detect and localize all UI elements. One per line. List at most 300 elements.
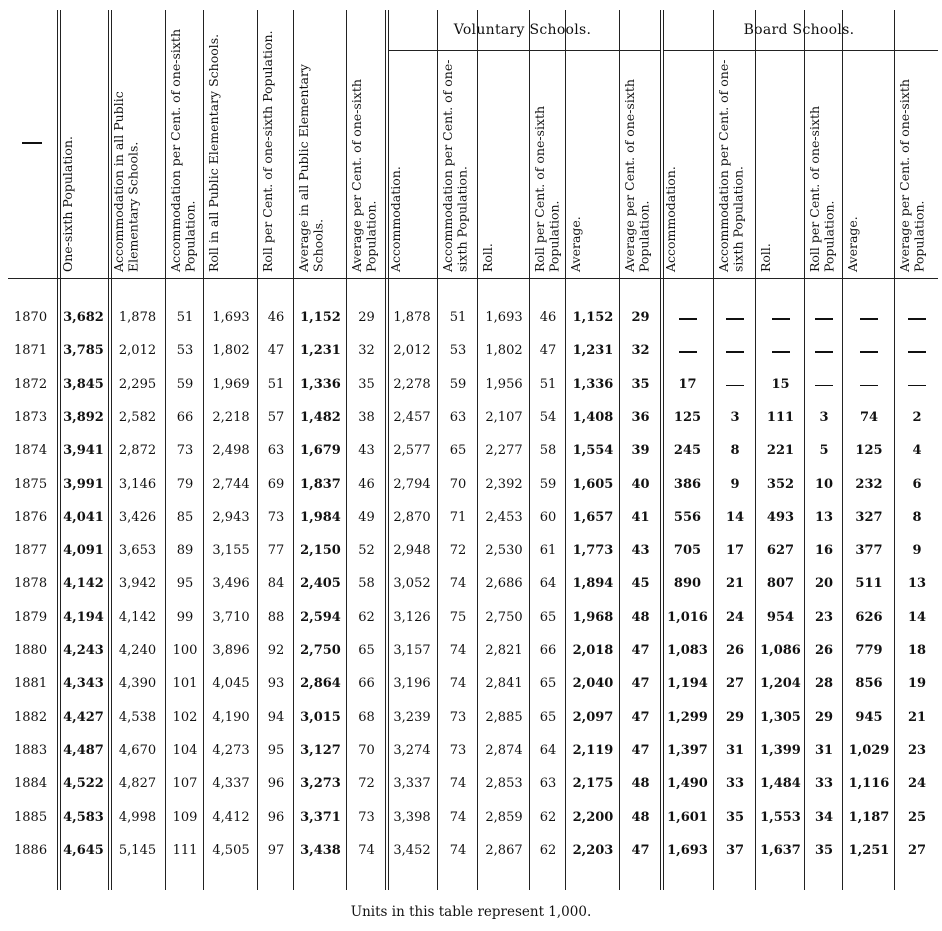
table-cell: 19 — [907, 676, 927, 692]
table-cell: 15 — [771, 376, 790, 392]
table-cell: 59 — [449, 376, 467, 392]
table-cell: 2,943 — [212, 509, 250, 525]
table-cell: 5 — [819, 443, 829, 459]
row-year: 1871 — [14, 343, 48, 359]
column-rule — [660, 10, 661, 890]
table-cell: 27 — [725, 676, 745, 692]
empty-cell-dash — [860, 351, 878, 353]
table-cell: 72 — [449, 543, 467, 559]
table-cell: 48 — [631, 609, 650, 625]
table-cell: 32 — [358, 343, 375, 359]
table-cell: 27 — [907, 842, 927, 858]
table-cell: 779 — [855, 643, 883, 658]
table-cell: 6 — [912, 476, 922, 492]
column-header-board-avg-pct: Average per Cent. of one-sixth Population. — [897, 79, 927, 272]
table-cell: 58 — [539, 443, 557, 459]
table-cell: 40 — [631, 476, 650, 492]
table-cell: 25 — [907, 809, 927, 825]
table-cell: 63 — [539, 776, 557, 792]
table-cell: 1,484 — [760, 776, 801, 792]
table-cell: 4,670 — [118, 742, 157, 758]
table-cell: 1,679 — [300, 443, 341, 459]
table-cell: 65 — [449, 443, 467, 459]
row-year: 1879 — [14, 609, 48, 625]
row-year: 1878 — [14, 576, 48, 592]
table-cell: 59 — [176, 376, 194, 392]
table-cell: 29 — [358, 310, 375, 325]
table-cell: 35 — [631, 376, 650, 392]
table-cell: 3,273 — [300, 776, 341, 792]
table-cell: 97 — [267, 842, 285, 858]
row-year: 1873 — [14, 409, 48, 425]
row-year: 1883 — [14, 742, 48, 758]
empty-cell-dash — [860, 318, 878, 320]
table-cell: 511 — [855, 576, 883, 592]
header-rule — [8, 278, 938, 279]
table-cell: 95 — [267, 742, 285, 758]
table-cell: 2,874 — [485, 742, 523, 758]
row-year: 1872 — [14, 376, 48, 392]
table-cell: 2,853 — [485, 776, 523, 792]
table-cell: 1,251 — [848, 842, 890, 858]
table-cell: 1,601 — [667, 809, 708, 825]
table-cell: 4,998 — [118, 809, 157, 825]
table-cell: 88 — [267, 609, 285, 625]
table-cell: 1,553 — [760, 809, 801, 825]
column-rule — [842, 10, 843, 890]
table-cell: 1,482 — [300, 409, 341, 425]
table-cell: 2,870 — [393, 509, 431, 525]
table-cell: 1,969 — [212, 376, 250, 392]
table-cell: 8 — [730, 443, 740, 459]
table-cell: 1,204 — [760, 676, 801, 692]
table-cell: 1,029 — [848, 742, 890, 758]
column-header-one-sixth: One-sixth Population. — [60, 136, 75, 272]
table-cell: 3,942 — [118, 576, 157, 592]
table-cell: 73 — [176, 443, 194, 459]
table-cell: 1,194 — [667, 676, 708, 692]
table-cell: 1,693 — [667, 842, 708, 858]
table-cell: 111 — [766, 409, 795, 425]
table-cell: 1,016 — [667, 609, 708, 625]
voluntary-schools-heading: Voluntary Schools. — [453, 22, 592, 38]
table-cell: 3,452 — [393, 842, 431, 858]
table-cell: 3,015 — [300, 709, 341, 725]
table-cell: 71 — [449, 509, 467, 525]
empty-cell-dash — [726, 351, 744, 353]
column-header-all-accom-pct: Accommodation per Cent. of one-sixth Population. — [168, 29, 198, 272]
table-cell: 125 — [673, 409, 702, 425]
table-cell: 705 — [673, 543, 702, 559]
table-cell: 33 — [725, 776, 745, 792]
table-cell: 63 — [267, 443, 285, 459]
table-cell: 2,530 — [485, 543, 523, 559]
column-header-all-roll: Roll in all Public Elementary Schools. — [206, 33, 221, 272]
column-rule — [57, 10, 58, 890]
table-cell: 29 — [814, 709, 834, 725]
table-cell: 1,956 — [485, 376, 523, 392]
table-cell: 57 — [267, 409, 285, 425]
table-cell: 4,390 — [118, 676, 157, 692]
table-cell: 3,239 — [393, 709, 431, 725]
table-cell: 1,231 — [572, 343, 614, 359]
table-cell: 101 — [172, 676, 198, 692]
table-cell: 10 — [814, 476, 834, 492]
row-year: 1885 — [14, 809, 48, 825]
table-cell: 65 — [539, 709, 557, 725]
table-cell: 1,231 — [300, 343, 341, 359]
column-rule — [713, 10, 714, 890]
column-rule — [894, 10, 895, 890]
table-cell: 1,305 — [760, 709, 801, 725]
table-cell: 60 — [539, 509, 557, 525]
empty-cell-dash — [815, 385, 833, 387]
table-cell: 3,845 — [63, 376, 104, 392]
table-cell: 1,657 — [572, 509, 614, 525]
table-cell: 2,498 — [212, 443, 250, 459]
table-cell: 3,157 — [393, 643, 431, 658]
table-cell: 3,398 — [393, 809, 431, 825]
table-cell: 3,941 — [63, 443, 104, 459]
table-cell: 99 — [176, 609, 194, 625]
empty-cell-dash — [908, 318, 926, 320]
table-cell: 2,175 — [572, 776, 614, 792]
table-cell: 3,146 — [118, 476, 157, 492]
table-cell: 3 — [819, 409, 829, 425]
table-cell: 3,438 — [300, 842, 341, 858]
empty-cell-dash — [726, 385, 744, 387]
table-cell: 1,397 — [667, 742, 708, 758]
table-cell: 29 — [725, 709, 745, 725]
table-cell: 59 — [539, 476, 557, 492]
table-cell: 3,496 — [212, 576, 250, 592]
column-header-vol-accom: Accommodation. — [388, 166, 403, 272]
table-cell: 1,116 — [848, 776, 890, 792]
table-cell: 3,155 — [212, 543, 250, 559]
table-cell: 1,336 — [300, 376, 341, 392]
table-cell: 4,041 — [63, 509, 104, 525]
table-cell: 23 — [907, 742, 927, 758]
column-header-all-avg-pct: Average per Cent. of one-sixth Population. — [349, 79, 379, 272]
table-cell: 3,653 — [118, 543, 157, 559]
table-cell: 945 — [855, 709, 883, 725]
row-year: 1876 — [14, 509, 48, 525]
table-cell: 65 — [539, 676, 557, 692]
table-cell: 627 — [766, 543, 795, 559]
column-header-vol-avg-pct: Average per Cent. of one-sixth Population. — [622, 79, 652, 272]
table-cell: 43 — [631, 543, 650, 559]
table-cell: 2,018 — [572, 643, 614, 658]
table-cell: 65 — [539, 609, 557, 625]
table-cell: 96 — [267, 809, 285, 825]
table-cell: 52 — [358, 543, 375, 559]
table-cell: 327 — [855, 509, 883, 525]
table-cell: 74 — [449, 676, 467, 692]
table-cell: 2,218 — [212, 409, 250, 425]
table-cell: 2,686 — [485, 576, 523, 592]
table-cell: 4,273 — [212, 742, 250, 758]
group-rule — [389, 50, 660, 51]
empty-cell-dash — [772, 351, 790, 353]
table-cell: 1,152 — [300, 310, 341, 325]
table-cell: 2,750 — [485, 609, 523, 625]
table-cell: 2,594 — [300, 609, 341, 625]
table-cell: 70 — [358, 742, 375, 758]
table-cell: 2,405 — [300, 576, 341, 592]
table-cell: 556 — [673, 509, 702, 525]
table-cell: 4,142 — [63, 576, 104, 592]
table-cell: 1,399 — [760, 742, 801, 758]
table-cell: 386 — [673, 476, 702, 492]
table-cell: 47 — [267, 343, 285, 359]
table-cell: 1,408 — [572, 409, 614, 425]
table-cell: 125 — [855, 443, 883, 459]
table-cell: 1,083 — [667, 643, 708, 658]
table-cell: 4,091 — [63, 543, 104, 559]
table-cell: 2,453 — [485, 509, 523, 525]
table-cell: 26 — [725, 643, 745, 658]
row-year: 1881 — [14, 676, 48, 692]
table-cell: 2,097 — [572, 709, 614, 725]
column-header-vol-avg: Average. — [568, 216, 583, 272]
column-header-board-avg: Average. — [845, 216, 860, 272]
table-cell: 23 — [814, 609, 834, 625]
table-cell: 17 — [678, 376, 697, 392]
table-cell: 93 — [267, 676, 285, 692]
table-cell: 104 — [172, 742, 198, 758]
table-cell: 1,802 — [485, 343, 523, 359]
table-cell: 2,012 — [118, 343, 157, 359]
row-year: 1884 — [14, 776, 48, 792]
corner-dash — [22, 142, 42, 144]
column-rule — [619, 10, 620, 890]
table-cell: 85 — [176, 509, 194, 525]
table-cell: 1,336 — [572, 376, 614, 392]
table-cell: 4,583 — [63, 809, 104, 825]
row-year: 1875 — [14, 476, 48, 492]
table-cell: 4,045 — [212, 676, 250, 692]
table-cell: 1,837 — [300, 476, 341, 492]
table-cell: 2,577 — [393, 443, 431, 459]
table-cell: 2,203 — [572, 842, 614, 858]
column-header-vol-roll: Roll. — [480, 243, 495, 272]
table-cell: 68 — [358, 709, 375, 725]
table-cell: 70 — [449, 476, 467, 492]
table-cell: 1,878 — [393, 310, 431, 325]
table-cell: 95 — [176, 576, 194, 592]
table-cell: 39 — [631, 443, 650, 459]
table-cell: 2,392 — [485, 476, 523, 492]
table-cell: 4,142 — [118, 609, 157, 625]
column-rule — [437, 10, 438, 890]
table-cell: 74 — [449, 776, 467, 792]
table-cell: 20 — [814, 576, 834, 592]
group-rule — [664, 50, 938, 51]
table-cell: 38 — [358, 409, 375, 425]
table-cell: 4,827 — [118, 776, 157, 792]
table-cell: 493 — [766, 509, 795, 525]
table-cell: 3,682 — [63, 310, 104, 325]
table-cell: 47 — [539, 343, 557, 359]
table-cell: 17 — [725, 543, 745, 559]
table-cell: 96 — [267, 776, 285, 792]
table-cell: 1,299 — [667, 709, 708, 725]
table-cell: 109 — [172, 809, 198, 825]
table-cell: 856 — [855, 676, 883, 692]
column-rule — [203, 10, 204, 890]
column-rule — [755, 10, 756, 890]
table-cell: 43 — [358, 443, 375, 459]
table-cell: 4,194 — [63, 609, 104, 625]
table-cell: 62 — [539, 842, 557, 858]
column-rule — [346, 10, 347, 890]
table-cell: 2,119 — [572, 742, 614, 758]
table-cell: 1,968 — [572, 609, 614, 625]
table-cell: 3,892 — [63, 409, 104, 425]
column-header-all-avg: Average in all Public Elementary Schools. — [296, 64, 326, 272]
table-cell: 3,126 — [393, 609, 431, 625]
column-rule — [108, 10, 109, 890]
table-cell: 21 — [725, 576, 745, 592]
table-cell: 46 — [267, 310, 285, 325]
column-rule — [293, 10, 294, 890]
row-year: 1874 — [14, 443, 48, 459]
table-cell: 2,948 — [393, 543, 431, 559]
table-cell: 1,693 — [212, 310, 250, 325]
table-cell: 48 — [631, 776, 650, 792]
table-cell: 8 — [912, 509, 922, 525]
table-cell: 35 — [814, 842, 834, 858]
table-cell: 3,196 — [393, 676, 431, 692]
table-cell: 62 — [358, 609, 375, 625]
table-cell: 100 — [172, 643, 198, 658]
table-cell: 35 — [358, 376, 375, 392]
column-header-vol-accom-pct: Accommodation per Cent. of one-sixth Population. — [440, 59, 470, 272]
table-cell: 74 — [358, 842, 375, 858]
table-cell: 2,107 — [485, 409, 523, 425]
table-cell: 2,867 — [485, 842, 523, 858]
table-cell: 5,145 — [118, 842, 157, 858]
table-cell: 37 — [725, 842, 745, 858]
table-cell: 352 — [766, 476, 795, 492]
table-cell: 13 — [907, 576, 927, 592]
table-cell: 21 — [907, 709, 927, 725]
table-cell: 2,744 — [212, 476, 250, 492]
table-cell: 9 — [912, 543, 922, 559]
table-cell: 102 — [172, 709, 198, 725]
column-rule — [804, 10, 805, 890]
column-rule — [385, 10, 386, 890]
table-cell: 4,240 — [118, 643, 157, 658]
table-cell: 49 — [358, 509, 375, 525]
table-cell: 48 — [631, 809, 650, 825]
empty-cell-dash — [679, 351, 697, 353]
table-cell: 4,505 — [212, 842, 250, 858]
table-cell: 245 — [673, 443, 702, 459]
table-cell: 3,127 — [300, 742, 341, 758]
table-cell: 73 — [449, 742, 467, 758]
table-cell: 24 — [725, 609, 745, 625]
empty-cell-dash — [815, 318, 833, 320]
table-cell: 74 — [449, 576, 467, 592]
table-cell: 2,885 — [485, 709, 523, 725]
table-cell: 4,190 — [212, 709, 250, 725]
table-cell: 13 — [814, 509, 834, 525]
row-year: 1877 — [14, 543, 48, 559]
table-cell: 2,864 — [300, 676, 341, 692]
table-cell: 24 — [907, 776, 927, 792]
table-cell: 1,554 — [572, 443, 614, 459]
table-cell: 4,243 — [63, 643, 104, 658]
table-cell: 1,152 — [572, 310, 614, 325]
table-cell: 3,426 — [118, 509, 157, 525]
table-cell: 64 — [539, 576, 557, 592]
table-footnote: Units in this table represent 1,000. — [350, 904, 592, 920]
table-cell: 77 — [267, 543, 285, 559]
empty-cell-dash — [908, 385, 926, 387]
table-cell: 47 — [631, 842, 650, 858]
table-cell: 2,278 — [393, 376, 431, 392]
table-cell: 2,200 — [572, 809, 614, 825]
table-cell: 58 — [358, 576, 375, 592]
table-cell: 4,538 — [118, 709, 157, 725]
column-header-board-roll: Roll. — [758, 243, 773, 272]
row-year: 1882 — [14, 709, 48, 725]
table-cell: 89 — [176, 543, 194, 559]
table-cell: 46 — [539, 310, 557, 325]
table-cell: 2,150 — [300, 543, 341, 559]
table-cell: 2,295 — [118, 376, 157, 392]
table-cell: 890 — [673, 576, 702, 592]
table-cell: 2,872 — [118, 443, 157, 459]
table-cell: 1,490 — [667, 776, 708, 792]
table-cell: 94 — [267, 709, 285, 725]
table-cell: 69 — [267, 476, 285, 492]
column-rule — [257, 10, 258, 890]
empty-cell-dash — [908, 351, 926, 353]
table-cell: 807 — [766, 576, 795, 592]
row-year: 1886 — [14, 842, 48, 858]
row-year: 1880 — [14, 643, 48, 658]
table-cell: 14 — [907, 609, 927, 625]
table-cell: 221 — [766, 443, 795, 459]
table-cell: 1,693 — [485, 310, 523, 325]
table-cell: 2,794 — [393, 476, 431, 492]
table-cell: 2,859 — [485, 809, 523, 825]
table-cell: 2,012 — [393, 343, 431, 359]
table-cell: 75 — [449, 609, 467, 625]
table-cell: 4,522 — [63, 776, 104, 792]
table-cell: 33 — [814, 776, 834, 792]
table-cell: 47 — [631, 643, 650, 658]
column-header-board-roll-pct: Roll per Cent. of one-sixth Population. — [807, 105, 837, 272]
table-cell: 1,984 — [300, 509, 341, 525]
table-cell: 14 — [725, 509, 745, 525]
board-schools-heading: Board Schools. — [743, 22, 855, 38]
table-cell: 29 — [631, 310, 650, 325]
table-cell: 41 — [631, 509, 650, 525]
table-cell: 2,582 — [118, 409, 157, 425]
table-cell: 79 — [176, 476, 194, 492]
table-cell: 232 — [855, 476, 883, 492]
empty-cell-dash — [772, 318, 790, 320]
table-cell: 16 — [814, 543, 834, 559]
table-cell: 92 — [267, 643, 285, 658]
table-cell: 47 — [631, 709, 650, 725]
table-cell: 4,343 — [63, 676, 104, 692]
empty-cell-dash — [815, 351, 833, 353]
table-cell: 45 — [631, 576, 650, 592]
